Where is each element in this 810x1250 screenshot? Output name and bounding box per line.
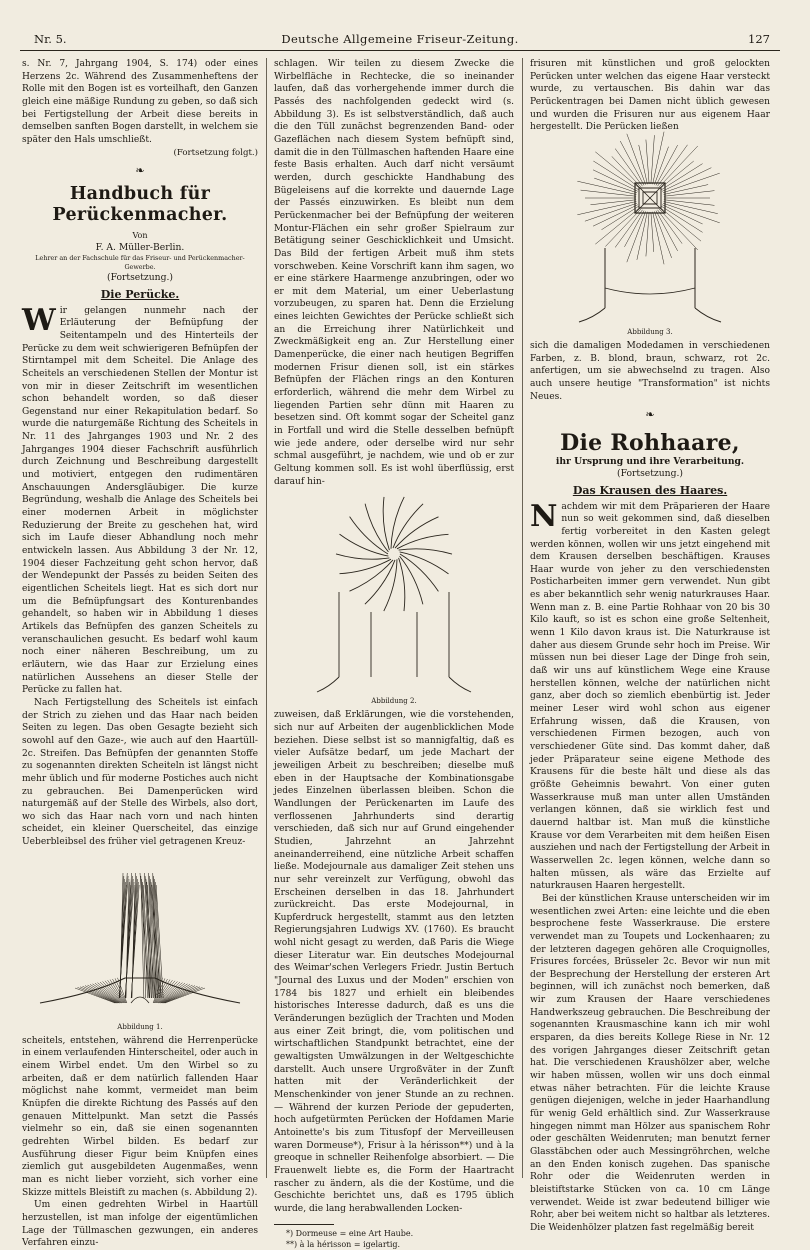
- figure-2: [274, 492, 514, 706]
- ornament-icon: ❧: [135, 164, 145, 178]
- paragraph: Wir gelangen nunmehr nach der Erläuterung der Befnüpfung der Seitentampeln und des Hinterteils der Perücke zu dem weit schwierigeren Befnüpfen der Stirntampel mit dem Scheitel. Die Anlage des Scheitels an verschiedenen Stellen der Montur ist von mir in dieser Zeitschrift im wesentlichen schon behandelt worden, so daß dieser Gegenstand nur einer Rekapitulation bedarf. So wurde die naturgemäße Richtung des Scheitels in Nr. 11 des Jahrganges 1903 und Nr. 2 des Jahrganges 1904 dieser Fachschrift ausführlich durch Zeichnung und Beschreibung dargestellt und motiviert, entgegen den rudimentären Anschauungen Andersgläubiger. Die kurze Begründung, weshalb die Anlage des Scheitels bei einer modernen Arbeit in möglichster Reduzierung der Breite zu geschehen hat, wird sich im Laufe dieser Abhandlung noch mehr entwickeln lassen. Aus Abbildung 3 der Nr. 12, 1904 dieser Fachzeitung geht schon hervor, daß der Wendepunkt der Passés zu beiden Seiten des eigentlichen Scheitels liegt. Hat es sich dort nur um die Befnüpfungsart des Konturenbandes gehandelt, so haben wir in Abbildung 1 dieses Artikels das Befnüpfen des ganzen Scheitels zu veranschaulichen gesucht. Es bedarf wohl kaum noch einer näheren Beschreibung, um zu erläutern, wie das Haar zur Erzielung eines natürlichen Aussehens an dieser Stelle der Perücke zu fallen hat.: [22, 302, 258, 696]
- figure-1: [22, 853, 258, 1032]
- paragraph: scheitels, entstehen, während die Herrenperücke in einem verlaufenden Hinterscheitel, oder auch in einem Wirbel endet. Um den Wirbel so zu arbeiten, daß er dem natürlich fallenden Haar möglichst nahe kommt, vermeidet man beim Knüpfen die direkte Richtung des Passés auf den genauen Mittelpunkt. Man setzt die Passés vielmehr so ein, daß sie einen sogenannten gedrehten Wirbel bilden. Es bedarf zur Ausführung dieser Figur beim Knüpfen eines ziemlich gut ausgebildeten Augenmaßes, wenn man es nicht lieber vorzieht, sich vorher eine Skizze mittels Bleistift zu machen (s. Abbildung 2).: [22, 1035, 258, 1198]
- footnote: **) à la hérisson = igelartig.: [286, 1239, 401, 1249]
- byline-von: Von: [132, 230, 148, 240]
- paragraph: zuweisen, daß Erklärungen, wie die vorstehenden, sich nur auf Arbeiten der augenblicklichen Mode beziehen. Diese selbst ist so mannigfaltig, daß es vieler Aufsätze bedarf, um jede Machart der jeweiligen Arbeit zu beschreiben; dieselbe muß eben in der Hauptsache der Kombinationsgabe jedes Einzelnen überlassen bleiben. Schon die Wandlungen der Perückenarten im Laufe des verflossenen Jahrhunderts sind derartig verschieden, daß sich nur auf Grund eingehender Studien, Jahrzehnt an Jahrzehnt aneinanderreihend, eine nützliche Arbeit schaffen ließe. Modejournale aus damaliger Zeit stehen uns nur sehr vereinzelt zur Verfügung, obwohl das Erscheinen derselben in das 18. Jahrhundert zurückreicht. Das erste Modejournal, in Kupferdruck hergestellt, stammt aus den letzten Regierungsjahren Ludwigs XV. (1760). Es braucht wohl nicht gesagt zu werden, daß Paris die Wiege dieser Literatur war. Ein deutsches Modejournal des Weimar'schen Verlegers Friedr. Justin Bertuch "Journal des Luxus und der Moden" erschien von 1784 bis 1827 und erhielt ein bleibendes historisches Interesse dadurch, daß es uns die Veränderungen bezüglich der Trachten und Moden aus einer Zeit bringt, die, vom politischen und wirtschaftlichen Standpunkt betrachtet, eine der gewaltigsten Umwälzungen in der Weltgeschichte darstellt. Auch unsere Urgroßväter in der Zunft hatten mit der Veränderlichkeit der Menschenkinder von jener Stunde an zu rechnen. — Während der kurzen Periode der gepuderten, hoch aufgetürmten Perücken der Hofdamen Marie Antoinette's bis zum Titusfopf der Merveilleusen waren Dormeuse*), Frisur à la hérisson**) und à la greoque in schneller Reihenfolge absorbiert. — Die Frauenwelt liebte es, die Form der Haartracht rascher zu ändern, als die der Kostüme, und die Geschichte berichtet uns, daß es 1795 üblich wurde, die lang herabwallenden Locken-: [274, 710, 514, 1214]
- paragraph: Nach Fertigstellung des Scheitels ist einfach der Strich zu ziehen und das Haar nach beiden Seiten zu legen. Das oben Gesagte bezieht sich sowohl auf den Gaze-, wie auch auf den Haartüll- 2c. Streifen. Das Befnüpfen der genannten Stoffe zu sogenannten direkten Scheiteln ist längst nicht mehr üblich und für moderne Postiches auch nicht zu gebrauchen. Bei Damenperücken wird naturgemäß auf der Stelle des Wirbels, also dort, wo sich das Haar nach vorn und nach hinten scheidet, ein kleiner Querscheitel, das einzige Ueberbleibsel des früher viel getragenen Kreuz-: [22, 697, 258, 848]
- author-name: F. A. Müller-Berlin.: [95, 241, 185, 253]
- running-header: [20, 30, 780, 51]
- figure-caption: Abbildung 2.: [371, 697, 417, 706]
- figure-2-illustration: [309, 492, 479, 697]
- column-3: [530, 58, 770, 1233]
- figure-caption: Abbildung 3.: [627, 327, 673, 336]
- page-number: 127: [748, 32, 770, 46]
- footnote: *) Dormeuse = eine Art Haube.: [286, 1228, 414, 1238]
- section-heading: Die Perücke.: [100, 287, 180, 301]
- author-role: Lehrer an der Fachschule für das Friseur- und Perückenmacher-Gewerbe.: [35, 253, 245, 271]
- figure-3-illustration: [565, 138, 735, 328]
- paragraph: Bei der künstlichen Krause unterscheiden wir im wesentlichen zwei Arten: eine leichte und die eben besprochene feste Wasserkrause. Die erstere verwendet man zu Toupets und Lockenhaaren; zu der letzteren dagegen gehören alle Croquignolles, Frisures forcées, Brüsseler 2c. Bevor wir nun mit der Besprechung der Herstellung der ersteren Art beginnen, will ich zunächst noch bemerken, daß wir zum Krausen der Haare verschiedenes Handwerkszeug gebrauchen. Die Beschreibung der sogenannten Krausmaschine kann ich mir wohl ersparen, da dies bereits Kollege Riese in Nr. 12 des vorigen Jahrganges dieser Zeitschrift getan hat. Die verschiedenen Kraushölzer aber, welche wir haben müssen, wollen wir uns doch einmal etwas näher betrachten. Für die leichte Krause genügen diejenigen, welche in jeder Haarhandlung für wenig Geld erhältlich sind. Zur Wasserkrause hingegen nimmt man Hölzer aus spanischem Rohr oder geschälten Weidenruten; man benutzt ferner Glasstäbchen oder auch Messingröhrchen, welche an den Enden konisch zugehen. Das spanische Rohr oder die Weidenruten werden in bleistiftstarke Stücken von ca. 10 cm Länge verwendet. Weide ist zwar bedeutend billiger wie Rohr, aber bei weitem nicht so haltbar als letzteres. Die Weidenhölzer platzen fast regelmäßig bereit: [530, 893, 770, 1233]
- figure-1-illustration: [35, 853, 245, 1023]
- figure-caption: Abbildung 1.: [117, 1022, 163, 1031]
- article-title: Handbuch für Perückenmacher.: [52, 183, 228, 225]
- footnote-rule: [274, 1224, 334, 1225]
- drop-cap: N: [530, 498, 558, 534]
- paragraph: sich die damaligen Modedamen in verschiedenen Farben, z. B. blond, braun, schwarz, rot 2c. anfertigen, um sie abwechselnd zu tragen. Also auch unsere heutige "Transformation" ist nichts Neues.: [530, 340, 770, 402]
- paragraph: frisuren mit künstlichen und groß gelockten Perücken unter welchen das eigene Haar versteckt wurde, zu vertauschen. Bis dahin war das Perückentragen bei Damen nicht üblich gewesen und wurden die Frisuren nur aus eigenem Haar hergestellt. Die Perücken ließen: [530, 59, 770, 133]
- column-1: [22, 58, 258, 1249]
- paragraph: Nachdem wir mit dem Präparieren der Haare nun so weit gekommen sind, daß dieselben fertig vorbereitet in den Kasten gelegt werden können, wollen wir uns jetzt eingehend mit dem Krausen derselben beschäftigen. Krauses Haar wurde von jeher zu den verschiedensten Posticharbeiten immer gern verwendet. Nun gibt es aber bekanntlich sehr wenig naturkrauses Haar. Wenn man z. B. eine Partie Rohhaar von 20 bis 30 Kilo kauft, so ist es schon eine große Seltenheit, wenn 1 Kilo davon kraus ist. Die Naturkrause ist daher aus diesem Grunde sehr hoch im Preise. Wir müssen nun bei dieser Lage der Dinge froh sein, daß wir uns auf künstlichem Wege eine Krause herstellen können, welche der natürlichen nicht ganz, aber doch so ziemlich ebenbürtig ist. Jeder meiner Leser wird wohl schon aus eigener Erfahrung wissen, daß die Krausen, von verschiedenen Firmen bezogen, auch von verschiedener Güte sind. Das kommt daher, daß jeder Präparateur seine eigene Methode des Krausens für die beste hält und diese als das größte Geheimnis bewahrt. Von einer guten Wasserkrause muß man unter allen Umständen verlangen können, daß sie wirklich fest und dauernd haltbar ist. Man muß die künstliche Krause vor dem Verarbeiten mit dem heißen Eisen ausziehen und nach der Fertigstellung der Arbeit in Wasserwellen 2c. legen können, welche dann so halten müssen, als wäre das Erzielte auf naturkrausen Haaren hergestellt.: [530, 498, 770, 892]
- ornament-icon: ❧: [645, 408, 655, 422]
- paragraph: schlagen. Wir teilen zu diesem Zwecke die Wirbelfläche in Rechtecke, die so ineinander laufen, daß das vorhergehende immer durch die Passés des nachfolgenden gedeckt wird (s. Abbildung 3). Es ist selbstverständlich, daß auch die den Tüll zunächst begrenzenden Band- oder Gazeflächen nach diesem System befnüpft sind, damit die in den Tüllmaschen haftenden Haare eine feste Basis erhalten. Auch darf nicht versäumt werden, durch geschickte Handhabung des Bügeleisens auf die korrekte und dauernde Lage der Passés einzuwirken. Es bleibt nun dem Perückenmacher bei der Befnüpfung der weiteren Montur-Flächen ein sehr großer Spielraum zur Betätigung seiner Geschicklichkeit und Umsicht. Das Bild der fertigen Arbeit muß ihm stets vorschweben. Keine Vorschrift kann ihm sagen, wo er eine stärkere Haarmenge anzubringen, oder wo er mit dem Material, um einer Ueberlastung vorzubeugen, zu sparen hat. Denn die Erzielung eines leichten Gewichtes der Perücke schließt sich an die Erreichung ihrer Natürlichkeit und Zweckmäßigkeit eng an. Zur Herstellung einer Damenperücke, die einer nach heutigen Begriffen modernen Frisur dienen soll, ist ein stärkes Befnüpfen der Flächen rings an den Konturen erforderlich, während die mehr dem Wirbel zu liegenden Partien sehr dünn mit Haaren zu besetzen sind. Oft kommt sogar der Scheitel ganz in Fortfall und wird die Stelle desselben befnüpft wie jede andere, oder derselbe wird nur sehr schmal ausgeführt, je nachdem, wie und ob er zur Geltung kommen soll. Es ist wohl überflüssig, erst darauf hin-: [274, 59, 514, 487]
- continuation-note: (Fortsetzung.): [617, 467, 683, 479]
- drop-cap: W: [22, 302, 56, 338]
- column-2: [274, 58, 514, 1249]
- column-rule: [266, 58, 267, 1178]
- continuation-note: (Fortsetzung.): [107, 271, 173, 283]
- figure-3: [530, 138, 770, 337]
- paragraph: s. Nr. 7, Jahrgang 1904, S. 174) oder eines Herzens 2c. Während des Zusammenheftens der Rolle mit den Bogen ist es vorteilhaft, den Ganzen gleich eine mäßige Rundung zu geben, so daß sich bei Fertigstellung der Arbeit diese bereits in demselben sanften Bogen darstellt, in welchem sie später den Hals umschließt.: [22, 59, 258, 145]
- section-heading: Das Krausen des Haares.: [572, 483, 728, 497]
- paragraph: Um einen gedrehten Wirbel in Haartüll herzustellen, ist man infolge der eigentümlichen Lage der Tüllmaschen gezwungen, ein anderes Verfahren einzu-: [22, 1200, 258, 1249]
- issue-number: Nr. 5.: [34, 32, 67, 46]
- article-subtitle: ihr Ursprung und ihre Verarbeitung.: [555, 455, 745, 467]
- journal-title: Deutsche Allgemeine Friseur-Zeitung.: [281, 32, 519, 46]
- column-rule: [522, 58, 523, 1178]
- continuation-note: (Fortsetzung folgt.): [173, 147, 258, 158]
- article-title: Die Rohhaare,: [560, 429, 740, 456]
